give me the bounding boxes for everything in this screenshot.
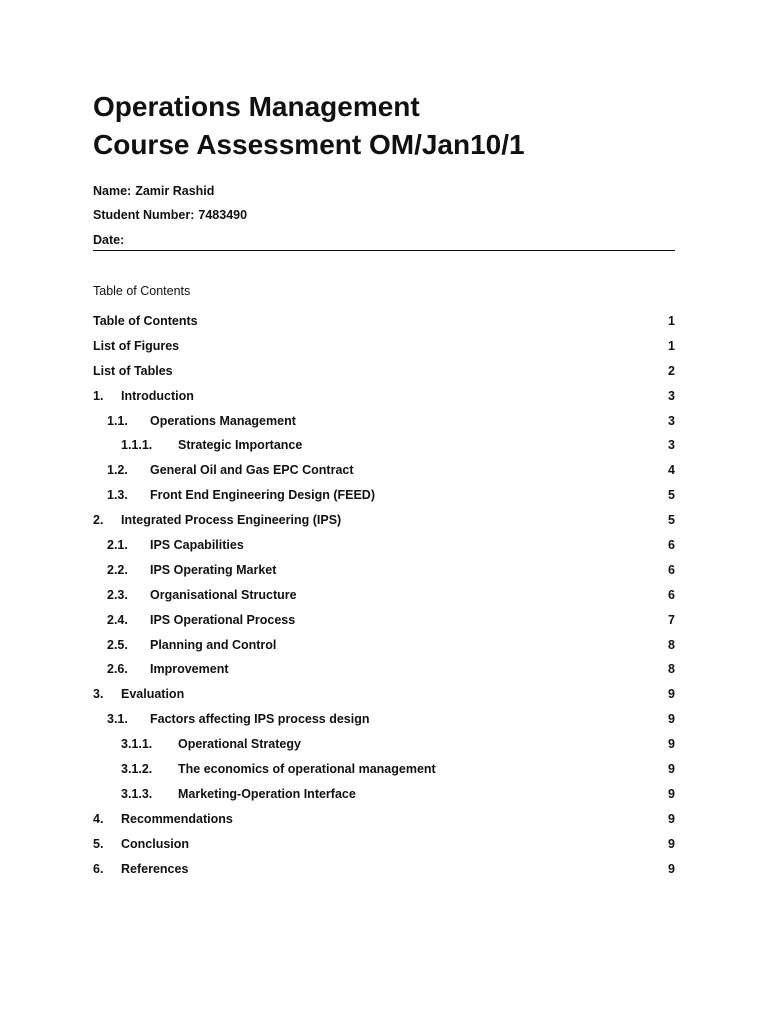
student-number-value: 7483490 bbox=[198, 208, 248, 222]
toc-entry[interactable] bbox=[93, 488, 675, 513]
table-of-contents bbox=[93, 314, 675, 886]
toc-entry-page-number: 8 bbox=[668, 637, 675, 652]
toc-entry-number: 1.3. bbox=[107, 488, 128, 503]
toc-entry-label: Operations Management bbox=[150, 413, 296, 428]
toc-entry-number: 3.1.2. bbox=[121, 762, 153, 777]
toc-entry-label: IPS Operating Market bbox=[150, 562, 277, 577]
toc-entry[interactable] bbox=[93, 613, 675, 638]
name-line bbox=[93, 184, 675, 198]
date-line bbox=[93, 233, 675, 251]
toc-entry-number: 3.1.3. bbox=[121, 786, 153, 801]
document-title bbox=[93, 88, 693, 164]
toc-entry[interactable] bbox=[93, 712, 675, 737]
toc-entry-page-number: 3 bbox=[668, 388, 675, 403]
toc-entry-number: 1.1. bbox=[107, 413, 128, 428]
toc-entry[interactable] bbox=[93, 538, 675, 563]
toc-entry-page-number: 5 bbox=[668, 513, 675, 528]
toc-entry-page-number: 9 bbox=[668, 737, 675, 752]
toc-entry[interactable] bbox=[93, 563, 675, 588]
toc-entry-page-number: 4 bbox=[668, 463, 675, 478]
toc-entry-label: Marketing-Operation Interface bbox=[178, 786, 356, 801]
toc-entry-label: Strategic Importance bbox=[178, 438, 303, 453]
toc-entry-number: 3. bbox=[93, 687, 104, 702]
toc-entry-page-number: 6 bbox=[668, 587, 675, 602]
toc-entry-number: 6. bbox=[93, 861, 104, 876]
name-value: Zamir Rashid bbox=[135, 184, 215, 198]
toc-entry-page-number: 6 bbox=[668, 538, 675, 553]
toc-entry-label: Operational Strategy bbox=[178, 737, 301, 752]
toc-entry[interactable] bbox=[93, 588, 675, 613]
toc-entry-label: References bbox=[121, 861, 189, 876]
toc-entry-number: 5. bbox=[93, 836, 104, 851]
toc-entry-number: 2.4. bbox=[107, 612, 128, 627]
toc-entry-label: List of Figures bbox=[93, 338, 180, 353]
toc-entry[interactable] bbox=[93, 339, 675, 364]
toc-entry-page-number: 9 bbox=[668, 786, 675, 801]
toc-entry-label: Conclusion bbox=[121, 836, 190, 851]
toc-entry[interactable] bbox=[93, 638, 675, 663]
name-label: Name: bbox=[93, 184, 132, 198]
toc-entry-label: General Oil and Gas EPC Contract bbox=[150, 463, 354, 478]
toc-entry-page-number: 2 bbox=[668, 363, 675, 378]
toc-entry-number: 3.1.1. bbox=[121, 737, 153, 752]
toc-entry-page-number: 9 bbox=[668, 811, 675, 826]
toc-entry-page-number: 1 bbox=[668, 314, 675, 328]
title-line-2: Course Assessment OM/Jan10/1 bbox=[93, 129, 525, 160]
toc-entry[interactable] bbox=[93, 687, 675, 712]
toc-entry-number: 2.3. bbox=[107, 587, 128, 602]
toc-entry-page-number: 7 bbox=[668, 612, 675, 627]
toc-entry[interactable] bbox=[93, 513, 675, 538]
toc-entry[interactable] bbox=[93, 737, 675, 762]
toc-entry-label: Recommendations bbox=[121, 811, 233, 826]
toc-entry-page-number: 9 bbox=[668, 712, 675, 727]
toc-entry-page-number: 9 bbox=[668, 687, 675, 702]
toc-entry-page-number: 9 bbox=[668, 762, 675, 777]
toc-entry-label: IPS Capabilities bbox=[150, 538, 244, 553]
toc-entry-number: 4. bbox=[93, 811, 104, 826]
toc-entry-label: Organisational Structure bbox=[150, 587, 297, 602]
toc-entry[interactable] bbox=[93, 862, 675, 887]
toc-entry-number: 2.1. bbox=[107, 538, 128, 553]
toc-entry[interactable] bbox=[93, 414, 675, 439]
toc-entry[interactable] bbox=[93, 314, 675, 339]
toc-entry-label: Introduction bbox=[121, 388, 194, 403]
toc-entry-label: Planning and Control bbox=[150, 637, 277, 652]
toc-entry[interactable] bbox=[93, 787, 675, 812]
toc-entry-number: 2. bbox=[93, 513, 104, 528]
toc-entry-label: Evaluation bbox=[121, 687, 185, 702]
toc-entry-page-number: 5 bbox=[668, 488, 675, 503]
toc-entry-number: 1. bbox=[93, 388, 104, 403]
toc-heading: Table of Contents bbox=[93, 284, 191, 298]
student-number-label: Student Number: bbox=[93, 208, 195, 222]
toc-entry-number: 2.2. bbox=[107, 562, 128, 577]
toc-entry-label: Table of Contents bbox=[93, 314, 198, 328]
toc-entry[interactable] bbox=[93, 837, 675, 862]
toc-entry-page-number: 3 bbox=[668, 413, 675, 428]
toc-entry[interactable] bbox=[93, 662, 675, 687]
toc-entry-page-number: 9 bbox=[668, 861, 675, 876]
toc-entry-number: 1.1.1. bbox=[121, 438, 153, 453]
toc-entry-page-number: 6 bbox=[668, 562, 675, 577]
toc-entry-number: 1.2. bbox=[107, 463, 128, 478]
date-label: Date: bbox=[93, 233, 125, 247]
toc-entry-number: 2.6. bbox=[107, 662, 128, 677]
toc-entry-page-number: 1 bbox=[668, 338, 675, 353]
toc-entry-page-number: 8 bbox=[668, 662, 675, 677]
toc-entry[interactable] bbox=[93, 762, 675, 787]
toc-entry-page-number: 9 bbox=[668, 836, 675, 851]
toc-entry-label: Improvement bbox=[150, 662, 229, 677]
toc-entry-label: The economics of operational management bbox=[178, 762, 436, 777]
toc-entry-label: List of Tables bbox=[93, 363, 173, 378]
toc-entry[interactable] bbox=[93, 463, 675, 488]
toc-entry-label: Factors affecting IPS process design bbox=[150, 712, 370, 727]
toc-entry-page-number: 3 bbox=[668, 438, 675, 453]
toc-entry-label: Front End Engineering Design (FEED) bbox=[150, 488, 375, 503]
toc-entry-label: Integrated Process Engineering (IPS) bbox=[121, 513, 342, 528]
toc-entry-number: 3.1. bbox=[107, 712, 128, 727]
student-number-line bbox=[93, 208, 675, 222]
toc-entry[interactable] bbox=[93, 812, 675, 837]
toc-entry-number: 2.5. bbox=[107, 637, 128, 652]
toc-entry-label: IPS Operational Process bbox=[150, 612, 296, 627]
title-line-1: Operations Management bbox=[93, 91, 420, 122]
toc-entry[interactable] bbox=[93, 438, 675, 463]
toc-entry[interactable] bbox=[93, 364, 675, 389]
toc-entry[interactable] bbox=[93, 389, 675, 414]
